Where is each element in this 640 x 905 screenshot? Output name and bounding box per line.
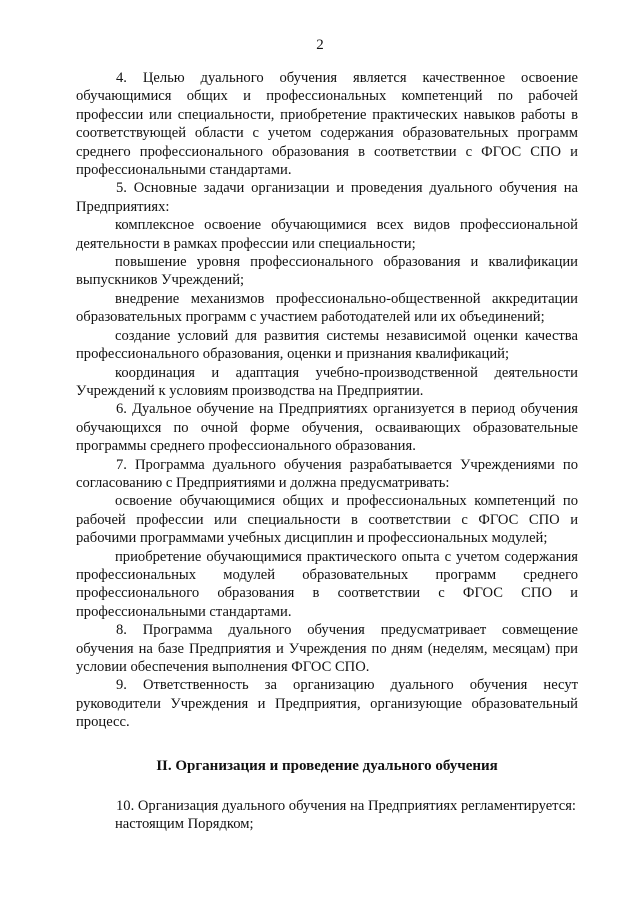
paragraph-10: 10. Организация дуального обучения на Предприятиях регламентируется: <box>116 798 576 815</box>
document-body <box>76 69 578 834</box>
list-item: комплексное освоение обучающимися всех видов профессиональной деятельности в рамках профессии или специальности; <box>76 217 578 252</box>
page-number: 2 <box>316 37 324 53</box>
list-item: создание условий для развития системы независимой оценки качества профессионального образования, оценки и признания квалификаций; <box>76 327 578 363</box>
section-heading: II. Организация и проведение дуального обучения <box>156 757 498 774</box>
paragraph-7: 7. Программа дуального обучения разрабатывается Учреждениями по согласованию с Предприятиями и должна предусматривать: <box>76 456 578 491</box>
list-item: внедрение механизмов профессионально-общественной аккредитации образовательных программ с участием работодателей или их объединений; <box>76 290 578 326</box>
paragraph-goal: 4. Целью дуального обучения является качественное освоение обучающимися общих и профессиональных компетенций по рабочей профессии или специальности, приобретение практических навыков работы в соответствующей области с учетом содержания образовательных программ среднего профессионального образования в соответствии с ФГОС СПО и профессиональными стандартами. <box>76 70 578 179</box>
paragraph-6: 6. Дуальное обучение на Предприятиях организуется в период обучения обучающихся по очной форме обучения, осваивающих образовательные программы среднего профессионального образования. <box>76 401 578 455</box>
paragraph-tasks: 5. Основные задачи организации и проведения дуального обучения на Предприятиях: <box>76 180 578 215</box>
list-item: приобретение обучающимися практического опыта с учетом содержания профессиональных модулей образовательных программ среднего профессионального образования в соответствии с ФГОС СПО и профессиональными стандартами. <box>76 548 578 620</box>
list-item: настоящим Порядком; <box>115 816 254 833</box>
paragraph-8: 8. Программа дуального обучения предусматривает совмещение обучения на базе Предприятия и Учреждения по дням (неделям, месяцам) при условии обеспечения выполнения ФГОС СПО. <box>76 622 578 675</box>
list-item: освоение обучающимися общих и профессиональных компетенций по рабочей профессии или специальности в соответствии с ФГОС СПО и рабочими программами учебных дисциплин и профессиональных модулей; <box>76 493 578 547</box>
paragraph-9: 9. Ответственность за организацию дуального обучения несут руководители Учреждения и Предприятия, организующие образовательный процесс. <box>76 677 578 731</box>
list-item: координация и адаптация учебно-производственной деятельности Учреждений к условиям производства на Предприятии. <box>76 364 578 399</box>
list-item: повышение уровня профессионального образования и квалификации выпускников Учреждений; <box>76 254 578 289</box>
